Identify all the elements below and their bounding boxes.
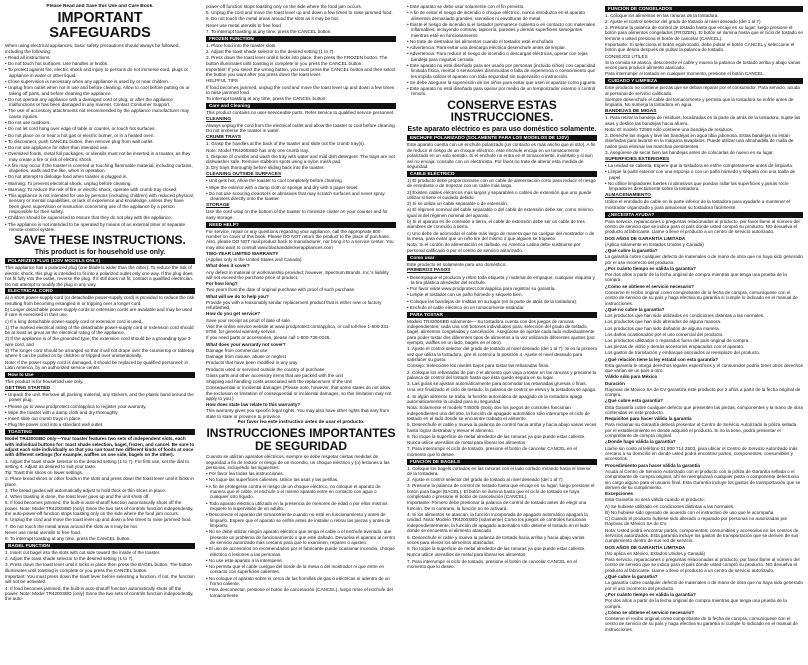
top-note: Please Read and Save this Use and Care Book. — [46, 4, 154, 9]
es-warranty-line: ¿Por cuánto tiempo es válida la garantía? — [605, 265, 696, 271]
care-intro: This product contains no user-serviceable parts. Refer service to qualified service personnel. — [206, 110, 395, 116]
es-first-label: PRIMEROS PASOS — [407, 268, 451, 274]
continued-step: Never use metal utensils to free food. — [206, 22, 283, 28]
es-bagel-step: 1. Coloque los bagels cortados en las ranuras con el lado cortado mirando hacia el interior de la tostadora. — [407, 465, 591, 477]
es-warranty-subtitle: (Aplica solamente en Estados Unidos y Canadá) — [605, 241, 704, 247]
column-2 — [206, 4, 396, 661]
mx-line: Requisitos para hacer válida la garantía — [605, 416, 692, 422]
es-frozen-step: 2. Ajuste el control selector del grado de tostado al nivel deseado (del 1 al 7). — [605, 18, 762, 24]
es-frozen-step: Para interrumpir el tostado en cualquier momento, presione el botón CANCEL. — [605, 71, 765, 77]
continued-step: 6. Do not touch the metal areas around the slots as it may be hot. — [206, 16, 340, 22]
mx-line: Llame sin costo al teléfono 01 800 714 2503, para ubicar el Centro de Servicio Autorizado más cercano a su domicilio en donde usted podrá encontrar partes, componentes, consumibles y accesorios. — [605, 445, 798, 462]
intro-text: When using electrical appliances, basic safety precautions should always be followed, including the following: — [5, 43, 180, 54]
es-toast-step: 3. Las guías se ajustan automáticamente para acomodar las rebanadas gruesas o finas. — [407, 381, 587, 387]
safeguard-item: • The use of accessory attachments not recommended by the appliance manufacturer may cause injuries. — [5, 108, 195, 119]
cord-item: c) If a long detachable power-supply cord or extension cord is used, — [5, 318, 143, 324]
es-first-item: • Por favor visite www.prodprotect.com/applica para registrar su garantía. — [407, 286, 597, 291]
mx-line: Acuda al Centro de Servicio Autorizado con el producto con la póliza de Garantía sellada o el comprobante de compra original, ahí se reemplazará cualquier pieza o componente defectuoso sin cargo alguno para el usuario final. Esta Garantía incluye los gastos de transportación que se deriven de su cumplimiento. — [605, 468, 801, 491]
es-save-title: CONSERVE ESTAS INSTRUCCIONES. — [447, 97, 557, 125]
es-frozen-step: 3. Presione la palanca de control de tostado hasta que encaje en su lugar; luego presione el botón para alimentos congelados (FROZEN). El botón se ilumina hasta que el ciclo de tostado se termine o usted presiona el botón de cancelar (CANCEL). — [605, 24, 803, 41]
es-safeguard-item: • Este aparato no está diseñado para operar por medio de un temporizador externo o control remoto. — [407, 86, 597, 97]
es-safeguard-item: • A fin de evitar el riesgo de incendio o choque eléctrico, nunca introduzca en el aparato alimentos demasiado grandes, utensilios ni envolturas de metal. — [407, 10, 597, 21]
es-intro: Cuando se utilizan aparatos eléctricos, siempre se debe respetar ciertas medidas de seguridad a fin de reducir el riesgo de un incendio, un choque eléctrico y (o) lesiones a las personas, incluyendo las siguientes: — [206, 454, 390, 470]
toasting-step: Tip: Toast thin slices on lower settings. — [5, 470, 84, 476]
es-toast-step: 1. Ajuste el control selector del grado de tostado al nivel deseado (del 1 al 7). Si es la primera vez que utiliza la tostadora, gire el control a la posición 4. Ajuste el nivel deseado para satisfacer su gusto. — [407, 346, 597, 363]
crumb-step: Note: Model TR4200SBD has only one crumb tray. — [206, 147, 309, 153]
mx-line: Duración — [605, 380, 625, 386]
section-bar-es-care: CUIDADO Y LIMPIEZA — [605, 78, 803, 84]
es-toast-step: 5. Desenchufe el cable y mueva la palanca de control hacia arriba y hacia abajo varias veces hasta lograr destrabar y elevar el alimento. — [407, 422, 597, 433]
exterior-step: • Unit gets hot. Allow the toaster to cool completely before cleaning. — [206, 178, 396, 183]
safeguard-item: • To protect against fire, electric shock and injury to persons do not immerse cord, plugs or appliance in water or other liquid. — [5, 67, 195, 78]
es-first-item: • Desempaque el producto y retire toda etiqueta y material de empaque, cualquier etiqueta y la tira plástica alrededor del enchufe. — [407, 275, 597, 286]
safeguard-item: • Do not place on or near a hot gas or electric burner, or in a heated oven. — [5, 133, 195, 138]
storage-label: STORAGE — [206, 203, 230, 209]
es-toast-step: 6. No toque la superficie de metal alrededor de las ranuras ya que puede estar caliente. — [407, 433, 586, 439]
crumb-label: CRUMB TRAYS — [206, 135, 242, 141]
mx-line: Excepciones — [605, 491, 634, 497]
es-bagel-step: Nunca utilice utensilios de metal para liberar los alimentos. — [407, 552, 527, 558]
continued-step: power-off function stops toasting only on the side where the food jam occurs. — [206, 4, 362, 9]
es-warranty-line: Las piezas de vidrio y demás accesorios empacados con el aparato. — [605, 344, 745, 350]
column-4 — [605, 4, 803, 661]
mx-line: La garantía cubre cualquier defecto de materiales o de mano de obra que no haya sido generado por el uso incorrecto del producto. — [605, 580, 803, 591]
es-save-subtitle: Este aparato eléctrico es para uso doméstico solamente. — [407, 126, 597, 134]
help-text: For service, repair or any questions regarding your appliance, call the appropriate 800 number on cover of this book. Please DO NOT return the product to the place of purchase. Also, please DO NOT mail product back to manufacturer, nor bring it to a service center. You may also want to consult www.blackanddeckerappliances.com — [206, 228, 394, 250]
getting-started-item: • Plug the power cord into a standard wall outlet. — [5, 422, 195, 427]
getting-started-item: • Insert slide out crumb trays in place. — [5, 416, 195, 421]
getting-started-item: • Wipe the toaster with a damp cloth and dry thoroughly. — [5, 410, 195, 415]
es-surfaces-step: • No utilice limpiadores fuertes ni abrasivos que puedan rallar las superficies y jamás rocíe limpiadores directamente sobre la tostadora. — [605, 181, 803, 192]
getting-started-item: • Unpack the unit. Remove all packing material, any stickers, and the plastic band around the power plug. — [5, 392, 195, 403]
es-toast-step: Modelo TR4200SBD solamente— Su tostadora cuenta con dos juegos de ranuras independientes, cada una con botones individuales para: selección del grado de tostado, bagel, alimentos congelados y cancelación. Asegúrese de ajustar cada lado individualmente para poder tostar dos diferentes tipos de alimentos a la vez utilizando diferentes ajustes (por ejemplo, waffles en un lado, bagels en el otro). — [407, 318, 595, 346]
es-safeguard-item: • No trate de destrabar los alimentos cuando el tostador esté enchufado. — [407, 39, 597, 44]
es-frozen-step: CONSEJOS ÚTILES — [605, 53, 648, 59]
getting-started-label: GETTING STARTED — [5, 385, 50, 391]
es-toast-step: 7. Para interrumpir el ciclo de tostado, presione el botón de cancelar CANCEL en el momento que lo desee. — [407, 446, 577, 457]
es-warranty-line: Conserve el recibo original como comprobante de la fecha de compra, comuníquese con el centro de servicio de su país y haga efectiva su garantía si cumple lo indicado en el manual de instrucciones. — [605, 289, 798, 306]
es-first-item: • Coloque las bandejas de miditas en su lugar (en la parte de atrás de la tostadora). — [407, 299, 597, 304]
es-warranty-line: Los daños ocasionados por el uso comercial del producto. — [605, 331, 724, 337]
es-safeguard-item: • Se debe asegurar la supervisión de los niños para evitar que usen el aparato como juguete. — [407, 80, 597, 85]
mx-line: Conserve el recibo original como comprobante de la fecha de compra, comuníquese con el centro de servicio de su país y haga efectiva su garantía si cumple lo indicado en el manual de instrucciones. — [605, 615, 798, 632]
warranty-line: Provide you with a reasonably similar replacement product that is either new or factory refurbished. — [206, 299, 382, 311]
toasting-step: 7. Do not touch the metal areas around the slots as it may be hot. — [5, 523, 139, 529]
es-surfaces-step: • Limpie la parte exterior con una esponja o con un paño húmedo y séquela con una toalla de papel. — [605, 169, 803, 180]
toasting-step: 3. The bread guides will automatically adjust to hold thick or thin slices in place. — [5, 487, 167, 493]
toasting-model-note: Model TR4200SBD only—Your toaster features two sets of independent slots, each with individual buttons for: toast shade selection, bagel, frozen, and cancel. Be sure to adjust each side individually so that you can toast two different kinds of foods at once with different settings (for example, waffles on one side, bagels on the other). — [5, 436, 195, 458]
safeguard-item: • Do not use appliance for other than intended use. — [5, 145, 195, 150]
es-care-text: Siempre desenchufe el cable del tomacorriente y permita que la tostadora se enfríe antes de limpiarla. No sumerja la tostadora en agua. — [605, 96, 794, 108]
es-title: INSTRUCCIONES IMPORTANTES DE SEGURIDAD — [206, 425, 396, 453]
warranty-line: Damage from commercial use — [206, 347, 268, 353]
toasting-step: 8. To interrupt toasting at any time, press the CANCEL button. — [5, 536, 131, 541]
polarized-text: This appliance has a polarized plug (one blade is wider than the other). To reduce the risk of electric shock, this plug is intended to fit into a polarized outlet only one way. If the plug does not fit fully into the outlet, reverse the plug. If it still does not fit, contact a qualified electrician. Do not attempt to modify the plug in any way. — [5, 265, 194, 287]
es-bagel-step: 2. Ajuste el control selector del grado de tostado al nivel deseado (del 1 al 7). — [407, 477, 564, 483]
exterior-step: • Wipe the exterior with a damp cloth or sponge and dry with a paper towel. — [206, 185, 396, 190]
section-bar-cord: ELECTRICAL CORD — [5, 288, 195, 294]
frozen-step: HELPFUL TIPS — [206, 78, 238, 84]
cord-item: 1) The marked electrical rating of the detachable power-supply cord or extension cord should be at least as great as the electrical rating of the appliance, — [5, 324, 194, 336]
safeguard-item: • Children should be supervised to ensure that they do not play with the appliance. — [5, 215, 195, 220]
es-cord-item: 2) Existen cables eléctricos más largos y separables o cables de extensión que uno puede utilizar si tiene el cuidado debido. — [407, 189, 592, 200]
mx-line: ¿Qué cubre esta garantía? — [605, 398, 663, 404]
mx-line: Rayovac de México SA de CV garantiza este producto por 2 años a partir de la fecha original de compra. — [605, 386, 801, 398]
es-warranty-line: ¿Cómo se obtiene el servicio necesario? — [605, 283, 695, 289]
cord-item: a) A short power-supply cord (or detachable power-supply cord) is provided to reduce the risk resulting from becoming entangled in or tripping over a longer cord. — [5, 295, 195, 306]
es-toast-step: Una vez finalizado el ciclo de tostado, la palanca de control se eleva y la tostadora se apaga. — [407, 387, 597, 393]
toasting-step: Never use metal utensils to free food. — [5, 529, 82, 535]
cleaning-text: Always unplug the cord from the electrical outlet and allow the toaster to cool before cleaning. Do not immerse the toaster in water. — [206, 123, 396, 134]
section-bar-es-frozen: FUNCIÓN DE CONGELADOS — [605, 6, 803, 12]
es-surfaces-step: • La unidad se calienta. Espere que la tostadora se enfríe completamente antes de limpiarla. — [605, 163, 803, 168]
mx-line: ¿Cómo se obtiene el servicio necesario? — [605, 609, 695, 615]
es-toast-step: Nunca utilice utensilios de metal para liberar los alimentos. — [407, 440, 527, 446]
section-bar-es-help: ¿NECESITA AYUDA? — [605, 212, 803, 218]
mx-line: Para servicio, reparaciones o preguntas relacionadas al producto, por favor llame al número del centro de servicio que se indica para el país donde usted compró su producto. NO devuelva el producto al fabricante. Llame o lleve el producto a un centro de servicio autorizado. — [605, 557, 800, 573]
es-safeguard-item: • El uso de accesorios no recomendados por el fabricante puede ocasionar incendio, choque eléctrico o lesiones a las personas. — [206, 546, 396, 557]
es-bagel-step: 4. Si los alimentos se atascan, la función incorporada de apagado automático apagará la unidad. Nota: Modelo TR4200SBD (solamente) Como los juegos de controles funcionan independientemente, la función de apagado automático sólo detiene el tostado en el lado donde se encuentra el alimento atascado. — [407, 512, 589, 534]
toasting-step: 5. If food becomes jammed, the built-in auto-shutoff function automatically shuts off the power. Note: Model TR4200SBD (only) Since the two sets of controls function independently, the auto-power-off function stops toasting only on the side where the food jam occurs. — [5, 500, 194, 517]
mx-line: C) Cuando el producto hubiese sido alterado o reparado por personas no autorizadas por Rayovac de México SA de CV. — [605, 516, 788, 527]
es-safeguard-item: • Este aparato no está diseñado para ser usado por personas (incluido niños) con capacidad limitada física, mental o sensoriales disminuidas o falta de experiencia o conocimiento que les impida utilizar el aparato con toda seguridad sin supervisión o instrucción. — [407, 63, 597, 79]
safeguard-item: • Warning: To prevent electrical shock, unplug before cleaning. — [5, 181, 195, 186]
safeguard-item: • To disconnect, push CANCEL button, then remove plug from wall outlet. — [5, 139, 195, 144]
bagel-step: Important: You must press down the toast lever before selecting a function. If not, the function will not be activated. — [5, 573, 195, 585]
mx-line: ¿Qué cubre la garantía? — [605, 574, 658, 580]
warranty-line: Any defect in material or workmanship provided; however, Spectrum Brands, Inc.'s liability will not exceed the purchase price of product. — [206, 269, 389, 281]
frozen-step: 1. Place food into the toaster slots. — [206, 42, 277, 48]
warranty-line: How does state law relate to this warranty? — [206, 402, 301, 408]
warranty-subtitle: (Applies only in the United States and Canada) — [206, 257, 302, 263]
crumb-step: 2. Dispose of crumbs and wash the tray with water and mild dish detergent. The trays are not dishwasher safe. Remove stubborn spots using a nylon mesh pad. — [206, 153, 395, 165]
warranty-line: How do you get service? — [206, 311, 261, 317]
exterior-label: CLEANING OUTSIDE SURFACES — [206, 172, 282, 178]
safeguard-item: • A fire may occur if the toaster is covered or touching flammable material, including curtains, draperies, walls and the like, when in operation. — [5, 163, 195, 174]
es-frozen-step: Si la comida se atasca, desconecte el cable y mueva la palanca de tostado arriba y abajo varias veces para producir alimento atascado. — [605, 59, 801, 71]
es-toast-step: Consejo: Seleccione los niveles bajos para tostar las rebanadas finas. — [407, 363, 550, 369]
es-safeguard-item: • No coloque el aparato sobre ni cerca de las hornillas de gas o eléctricas ni adentro de un horno caliente. — [206, 576, 396, 587]
exterior-step: • Do not use scouring cleansers or abrasives that may scratch surfaces and never spray cleansers directly onto the toaster. — [206, 191, 396, 202]
safeguard-item: • This appliance is not intended for use by persons (including children) with reduced physical, sensory or mental capabilities, or lack of experience and knowledge, unless they have been given supervision or instruction concerning use of the appliance by a person responsible for their safety. — [5, 193, 195, 215]
safeguard-item: • Close supervision is necessary when any appliance is used by or near children. — [5, 79, 195, 84]
es-safeguard-item: • Advertencia: Para reducir el riesgo de incendio o descargas eléctricas, operar con rejas bandeja para miguitas cerrada. — [407, 51, 597, 62]
warranty-line: This warranty gives you specific legal rights. You may also have other rights that vary from state to state or province to province. — [206, 408, 390, 419]
tear-line: Por favor lea este instructivo antes de usar el producto. — [237, 419, 365, 425]
es-safeguard-item: • No se debe utilizar ningún aparato eléctrico que tenga el cable o el enchufe averiado, que presente un problema de funcionamiento o que esté dañado. Devuelva el aparato al centro de servicio autorizado más cercano para que lo examinen, reparen o ajusten. — [206, 529, 396, 545]
cord-note: Note: If the power supply cord is damaged, it should be replaced by qualified personnel; in Latin America, by an authorized service center. — [5, 359, 189, 371]
es-warranty-line: Esta garantía le otorga derechos legales específicos y el consumidor podría tener otros derechos que varían de un país a otro. — [605, 362, 803, 374]
section-bar-toasting: TOASTING — [5, 429, 195, 435]
es-cord-item: 1) El producto debe proporcionarse con un cable de alimentación corto para reducir el riesgo de enredarse o de tropezar con un cable más largo. — [407, 177, 596, 189]
es-toast-step: 2. Coloque los rebanadas de pan o el alimento que vaya a tostar en las ranuras y presione la palanca de control del tostado hasta que ésta quede segura en su lugar. — [407, 369, 597, 381]
es-cord-item: b) Si el aparato es de conexión a tierra, el cable de extensión debe ser un cable de tres alambres de conexión a tierra. — [407, 218, 585, 230]
es-trays-step: 1. Para retirar la bandeja de residuos, localizadas en la parte de atrás de la tostadora, sujete las asas y deslice las bandejas hacia afuera. — [605, 115, 801, 126]
frozen-step: To interrupt toasting at any time, press the CANCEL button. — [206, 96, 327, 102]
warranty-line: Visit the online service website at www.prodprotect.com/applica, or call toll-free 1-800-231-9786, for general warranty service. — [206, 323, 391, 335]
es-cord-item: c) Uno debe de acomodar el cable más largo de manera que no cuelgue del mostrador o de la mesa, para evitar que un niño tire del mismo o que alguien se tropiece. — [407, 230, 595, 241]
es-first-item: • Enchufe el cable eléctrico en un tomacorriente estándar. — [407, 305, 597, 310]
safeguard-item: • Do not attempt to dislodge food when toaster is plugged in. — [5, 174, 195, 179]
bagel-step: 2. Adjust the toast shade selector to the desired setting (1 to 7). — [5, 556, 134, 562]
mx-line: (No aplica en México, Estados Unidos y Canadá) — [605, 550, 706, 556]
page-title: IMPORTANT SAFEGUARDS — [49, 10, 151, 42]
es-warranty-line: ¿Qué relación tiene la ley estatal con esta garantía? — [605, 356, 719, 362]
section-bar-polarized: POLARIZED PLUG (120V MODELS ONLY) — [5, 258, 195, 264]
warranty-line: Shipping and handling costs associated with the replacement of the unit — [206, 378, 352, 384]
es-warranty-line: Los productos utilizados o reparados fuera del país original de compra. — [605, 337, 750, 343]
section-bar-es-cord: CABLE ELÉCTRICO — [407, 171, 597, 177]
es-storage-text: Utilice el enrollado de cable en la parte inferior de la tostadora para ayudarle a mantener el mostrador organizado y para almacenar su tostadora fácilmente. — [605, 199, 790, 210]
es-safeguard-item: • Este aparato se debe usar solamente con el fin previsto. — [407, 4, 597, 9]
safeguard-item: • Do not let cord hang over edge of table or counter, or touch hot surfaces. — [5, 126, 195, 131]
es-cord-item: 3) Si se utiliza un cable separable o de extensión, — [407, 201, 509, 207]
toasting-step: 4. When toasting is done, the toast lever goes up and the unit shuts off. — [5, 494, 150, 500]
es-bagel-step: 3. Presione la palanca de control de tostado hasta que encaje en su lugar; luego presione el botón para bagel (BAGEL). El botón se ilumina hasta que el ciclo de tostado se haya completado o presione el botón de cancelación (CANCEL). — [407, 483, 595, 500]
es-bagel-step: Importante: Primero debe presionar la palanca de control de tostado antes de elegir una función. De lo contrario, la función no se activará. — [407, 500, 587, 511]
es-trays-step: Nota: El modelo T2569 sólo contiene una bandeja de residuos. — [605, 126, 734, 132]
safeguard-item: • Do not touch hot surfaces. Use handles or knobs. — [5, 61, 195, 66]
save-subtitle: This product is for household use only. — [34, 248, 166, 256]
es-safeguard-item: • Para desconectar, presione el botón de cancelación (CANCEL), luego retire el enchufe del tomacorriente. — [206, 587, 396, 598]
column-1 — [5, 4, 195, 661]
safeguard-item: • Unplug from outlet when not in use and before cleaning. Allow to cool before putting on or taking off parts, and before cleaning the appliance. — [5, 85, 195, 96]
warranty-line: Damage from misuse, abuse or neglect — [206, 354, 287, 360]
es-frozen-step: 1. Coloque los alimentos en las ranuras de la tostadora. — [605, 12, 719, 18]
warranty-line: For how long? — [206, 281, 238, 287]
storage-text: Use the cord wrap on the bottom of the toaster to minimize clutter on your counter and for easy storage. — [206, 209, 388, 220]
es-plug-text: Este aparato cuenta con un enchufe polarizado (un contacto es más ancho que el otro). A fin de reducir el riesgo de un choque eléctrico, este enchufe encaja en un tomacorriente polarizado en un solo sentido. Si el enchufe no entra en el tomacorriente, inviértalo y si aun así no encaja, consulte con un electricista. Por favor no trate de alterar esta medida de seguridad. — [407, 142, 596, 170]
section-bar-es-toast: PARA TOSTAR — [407, 312, 597, 318]
es-bagel-step: 7. Para interrumpir el ciclo de tostado, presione el botón de cancelar CANCEL en el momento que lo desee. — [407, 558, 577, 569]
es-first-item: • Limpie el tostador con un paño húmedo y séquelo bien. — [407, 292, 597, 297]
es-care-intro: Este producto no contiene piezas que se deban reparar por el consumidor. Para servicio, acuda al personal de servicio calificado. — [605, 85, 800, 96]
warranty-line: Consequential or incidental damages (Please note, however, that some states do not allow the exclusion or limitation of consequential or incidental damages, so this limitation may not apply to you.) — [206, 385, 392, 401]
warranty-line: Products used or serviced outside the country of purchase — [206, 366, 325, 372]
es-cord-item: a) El régimen nominal del cable separable o del cable de extensión debe ser, como mínimo, igual al del régimen nominal del aparato. — [407, 207, 594, 218]
cleaning-label: CLEANING — [206, 116, 232, 122]
toasting-step: 2. Place bread slices or other foods in the slots and press down the toast lever until it locks in place. — [5, 476, 194, 487]
mx-label: Válido sólo para México — [605, 374, 658, 380]
mx-line: Por dos años a partir de la fecha original de compra mientras que tenga una prueba de la compra. — [605, 598, 787, 609]
warranty-line: What does it cover? — [206, 263, 250, 269]
mx-line: DOS AÑOS DE GARANTÍA LIMITADA — [605, 544, 686, 550]
es-safeguard-item: • A fin de protegerse contra el riesgo de un choque eléctrico, no coloque el aparato de manera que el cable, el enchufe o el mismo aparato entre en contacto con agua o cualquier otro líquido. — [206, 484, 396, 500]
es-storage-label: ALMACENAMIENTO — [605, 193, 652, 199]
getting-started-item: • Please go to www.prodprotect.com/applica to register your warranty. — [5, 404, 195, 409]
warranty-title: TWO-YEAR LIMITED WARRANTY — [206, 251, 279, 257]
how-to-use-text: This product is for household use only. — [5, 379, 84, 384]
frozen-step: 3. Press down the toast lever until it locks into place, then press the FROZEN button. The button illuminates until toasting is complete or you press the CANCEL button. — [206, 55, 388, 66]
safeguard-item: • Do not operate any appliance with a damaged cord or plug, or after the appliance malfunctions or has been damaged in any manner. Contact Consumer Support. — [5, 97, 195, 108]
mx-line: Nota: Usted podrá encontrar partes, componentes, consumibles y accesorios en los centros de servicios autorizados. Esta garantía incluye los gastos de transportación que se deriven de sus cumplimiento dentro de sus red de servicio. — [605, 527, 799, 544]
es-trays-step: 3. Asegúrese de secar bien las bandejas antes de colocarlas de nuevo en su lugar. — [605, 150, 774, 156]
es-frozen-step: Importante: Si selecciona el botón equivocado, debe pulsar el botón CANCEL y seleccione el botón que desea después de pulsar la palanca de tostado. — [605, 41, 795, 53]
es-safeguard-item: • Todo aparato eléctrico utilizado en la presencia de menores de edad o por ellos mismos requiere la supervisión de un adulto. — [206, 501, 396, 512]
es-cord-item: Nota: Si el cordón de alimentación es dañado, en América Latina debe sustituirse por personal calificado o por el centro de servicio autorizado. — [407, 242, 581, 253]
bagel-step: 3. Press down the toast lever until it locks in place then press the BAGEL button. The button illuminates until toasting is complete or you press the CANCEL button. — [5, 562, 192, 573]
warranty-line: Products that have been modified in any way — [206, 360, 298, 366]
section-bar-help: NEED HELP? — [206, 222, 396, 228]
save-title: SAVE THESE INSTRUCTIONS. — [14, 233, 186, 248]
es-warranty-title: DOS AÑOS DE GARANTÍA LIMITADA — [605, 235, 686, 241]
es-surfaces-label: SUPERFICIES EXTERIORES — [605, 157, 670, 162]
frozen-step: Important: If you select the wrong button, you must press the CANCEL button and then select the button you want after you press down the toast lever. — [206, 66, 396, 78]
cord-item: b) Longer detachable power-supply cords or extension cords are available and may be used if care is exercised in their use. — [5, 307, 193, 318]
es-safeguard-item: • No toque las superficies calientes. Utilice las asas y las perillas. — [206, 477, 396, 482]
safeguard-item: • Warning: To reduce the risk of fire or electric shock, operate with crumb tray closed. — [5, 187, 195, 192]
es-use-text: Este producto es solamente para uso doméstico. — [407, 261, 507, 267]
safeguard-item: • The appliance is not intended to be operated by means of an external timer or separate remote-control system. — [5, 222, 195, 233]
es-safeguard-item: • Por favor lea todas las instrucciones. — [206, 471, 396, 476]
es-safeguard-item: • Advertencia: Para evitar una descarga eléctrica desenchufe antes de limpiar. — [407, 45, 597, 50]
warranty-line: Glass parts and other accessory items that are packed with the unit — [206, 372, 343, 378]
section-bar-bagel: BAGEL FUNCTION — [5, 543, 195, 549]
es-safeguard-item: • No permita que el cable cuelgue del borde de la mesa o del mostrador ni que entre en contacto con superficies calientes. — [206, 564, 396, 575]
es-toast-step: Nota: Solamente el modelo T4500b (Solo) dos los juegos de controles funcionan independientes uno del otro, la función de apagado automático sólo interrumpe el ciclo de tostado en el lado donde se encuentre trabado el alimento. — [407, 405, 590, 422]
safeguard-item: • Read all instructions. — [5, 55, 195, 60]
continued-step: 5. Unplug the cord and move the toast lever up and down a few times to raise jammed food. — [206, 10, 393, 16]
bagel-step: 4. If food becomes jammed, the built-in auto-shutoff function automatically shuts off the power. Note: Model TR4200SBD (only) Since the two sets of controls function independently, the auto- — [5, 585, 194, 602]
section-bar-frozen: FROZEN FUNCTION — [206, 36, 396, 42]
es-warranty-line: Los productos que han sido utilizados en condiciones distintas a las normales. — [605, 313, 765, 319]
cord-item: 3) The longer cord should be arranged so that it will not drape over the countertop or tabletop where it can be pulled on by children or tripped over unintentionally. — [5, 348, 195, 359]
mx-line: B) No hubiese sido operado de acuerdo con el instructivo de uso que le acompaña. — [605, 509, 775, 515]
toasting-step: 6. Unplug the cord and move the toast lever up and down a few times to raise jammed food. — [5, 517, 192, 523]
safeguard-item: • Do not use outdoors. — [5, 120, 195, 125]
column-3 — [407, 4, 597, 661]
es-warranty-line: Por dos años a partir de la fecha original de compra mientras que tenga una prueba de la compra. — [605, 272, 787, 283]
warranty-line: If you need parts or accessories, please call 1-800-738-0245. — [206, 335, 331, 341]
es-safeguard-item: • No use este aparato a la intemperie. — [206, 558, 396, 563]
es-warranty-line: ¿Qué cubre la garantía? — [605, 248, 658, 254]
section-bar-es-bagel: FUNCIÓN DE BAGELS — [407, 459, 597, 465]
section-bar-care: Care and Cleaning — [206, 103, 396, 109]
mx-line: Para reclamar su Garantía deberá presentar al Centro de Servicio Autorizado la póliza sellada por el establecimiento en donde adquirió el producto. Si no la tiene, podrá presentar el comprobante de compra original. — [605, 422, 797, 439]
es-bagel-step: 6. No toque la superficie de metal alrededor de las ranuras ya que puede estar caliente. — [407, 546, 586, 552]
bagel-step: 1. Insert cut bagel into the slots with cut side toward the inside of the toaster. — [5, 549, 161, 555]
section-bar-es-plug: ENCHUFE POLARIZADO (SOLAMENTE PARA LOS MODELOS DE 120V) — [407, 135, 597, 141]
es-warranty-line: La garantía cubre cualquier defecto de materiales o de mano de obra que no haya sido generado por el uso incorrecto del producto. — [605, 254, 803, 265]
frozen-step: 2. Adjust the toast shade selector to the desired setting (1 to 7). — [206, 48, 335, 54]
mx-line: ¿Donde hago válida la garantía? — [605, 439, 676, 445]
crumb-step: 1. Grasp the handles at the back of the toaster and slide out the crumb tray(s). — [206, 141, 366, 147]
continued-step: 7. To interrupt toasting at any time, press the CANCEL button. — [206, 28, 332, 34]
warranty-line: What does your warranty not cover? — [206, 341, 286, 347]
es-warranty-line: Los gastos de tramitación y embarque asociados al reemplazo del producto. — [605, 350, 761, 356]
es-trays-label: BANDEJAS DE MIGAS — [605, 109, 657, 115]
mx-line: Esta Garantía cubre cualquier defecto que presenten las piezas, componentes y la mano de obra contenidas en este producto. — [605, 404, 803, 415]
section-bar-es-use: Como usar — [407, 255, 597, 261]
mx-line: Procedimiento para hacer válida la garantía — [605, 462, 700, 468]
safeguard-item: • Oversized foods, metal foil packages, or utensils must not be inserted in a toaster, as they may create a fire or risk of electric shock. — [5, 151, 195, 162]
crumb-step: 3. Dry trays thoroughly before sliding back into the toaster. — [206, 165, 325, 171]
es-warranty-line: Los productos que han sido dañados de alguna manera. — [605, 325, 720, 331]
warranty-line: Two years from the date of original purchase with proof of such purchase. — [206, 287, 356, 293]
mx-line: ¿Por cuánto tiempo es válida la garantía? — [605, 591, 696, 597]
toasting-step: 1. Adjust the toast shade selector to the desired setting (1 to 7). For first use, set the dial to setting 4. Adjust as desired to suit your taste. — [5, 458, 190, 469]
es-safeguard-item: • Existe el riesgo de incendio si el tostador permanece cubierto o en contacto con materiales inflamables, incluyendo cortinas, tapicería, paredes y demás superficies semejantes mientras esté en funcionamiento. — [407, 22, 597, 38]
section-bar-how-to-use: How to Use — [5, 372, 195, 378]
mx-line: A) Se hubiese utilizado en condiciones distintas a las normales. — [605, 503, 735, 509]
es-safeguard-item: • Desconecte el aparato del tomacorriente cuando no esté en funcionamiento y antes de limpiarlo. Espere que el aparato se enfríe antes de instalar o retirar las piezas y antes de limpiarlo. — [206, 512, 396, 528]
es-help-text: Para servicio, reparaciones o preguntas relacionadas al producto, por favor llame al número del centro de servicio que se indica para el país donde usted compró su producto. NO devuelva el producto al fabricante. Llame o lleve el producto a un centro de servicio autorizado. — [605, 218, 800, 235]
cord-item: 2) If the appliance is of the grounded type, the extension cord should be a grounding-type 3-wire cord, and — [5, 336, 192, 347]
es-warranty-line: Los productos que han sido alterados de alguna manera. — [605, 319, 722, 325]
mx-line: Esta Garantía no será válida cuando el producto: — [605, 497, 705, 503]
es-trays-step: 2. Deseche las migas y lave las bandejas en agua tibia jabonosa. Estas bandejas no están diseñadas para lavarse en la máquina lavaplatos. Puede utilizar una almohadilla de malla de nailon para eliminar las manchas persistentes. — [605, 133, 794, 149]
frozen-step: If food becomes jammed, unplug the cord and move the toast lever up and down a few times to raise jammed food. — [206, 84, 395, 95]
es-toast-step: 4. Si algún alimento se traba, la función automática de apagado de la tostadora apaga automáticamente la unidad para su seguridad. — [407, 393, 583, 405]
es-bagel-step: 5. Desenchufe el cable y mueva la palanca de tostado hacia arriba y hacia abajo varias veces para elevar los alimentos atascados. — [407, 534, 585, 545]
warranty-line: What will we do to help you? — [206, 293, 269, 299]
es-warranty-line: ¿Qué no cubre la garantía? — [605, 306, 665, 312]
warranty-line: Save your receipt as proof of date of sale. — [206, 317, 292, 323]
